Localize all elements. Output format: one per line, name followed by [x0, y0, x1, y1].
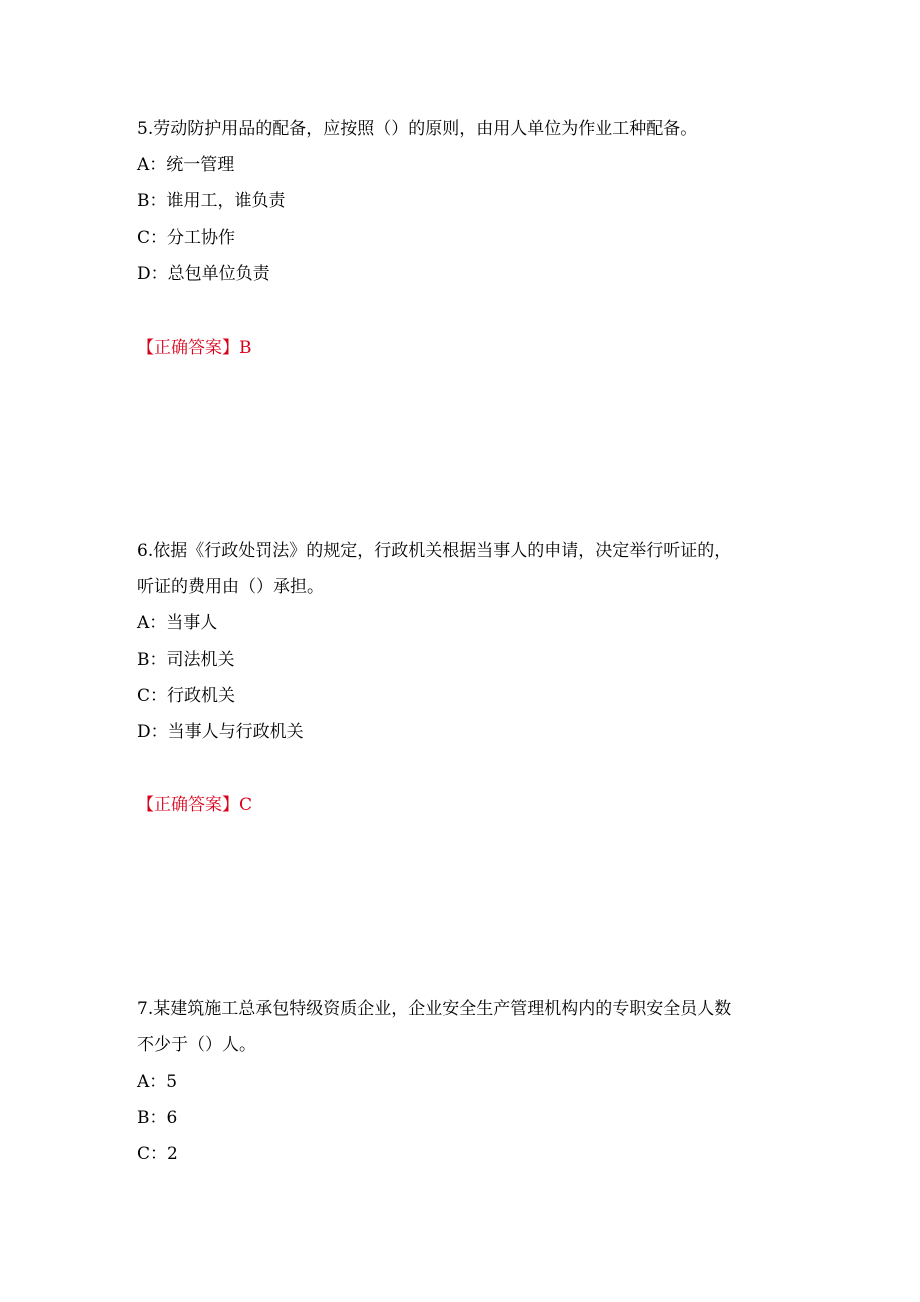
question-stem-continued: 听证的费用由（）承担。: [137, 577, 324, 597]
correct-answer: 【正确答案】C: [137, 795, 253, 815]
option-a: A：统一管理: [137, 155, 235, 175]
option-c: C：行政机关: [137, 686, 236, 706]
option-d: D：当事人与行政机关: [137, 722, 304, 742]
option-a: A：当事人: [137, 613, 218, 633]
option-d: D：总包单位负责: [137, 264, 270, 284]
question-stem: 7.某建筑施工总承包特级资质企业，企业安全生产管理机构内的专职安全员人数: [137, 999, 732, 1019]
correct-answer: 【正确答案】B: [137, 338, 252, 358]
option-a: A：5: [137, 1072, 178, 1092]
question-stem: 5.劳动防护用品的配备，应按照（）的原则，由用人单位为作业工种配备。: [137, 119, 698, 139]
option-c: C：分工协作: [137, 228, 236, 248]
option-c: C：2: [137, 1144, 178, 1164]
option-b: B：6: [137, 1108, 178, 1128]
option-b: B：司法机关: [137, 650, 235, 670]
question-stem-continued: 不少于（）人。: [137, 1035, 256, 1055]
option-b: B：谁用工，谁负责: [137, 191, 286, 211]
question-stem: 6.依据《行政处罚法》的规定，行政机关根据当事人的申请，决定举行听证的，: [137, 541, 732, 561]
